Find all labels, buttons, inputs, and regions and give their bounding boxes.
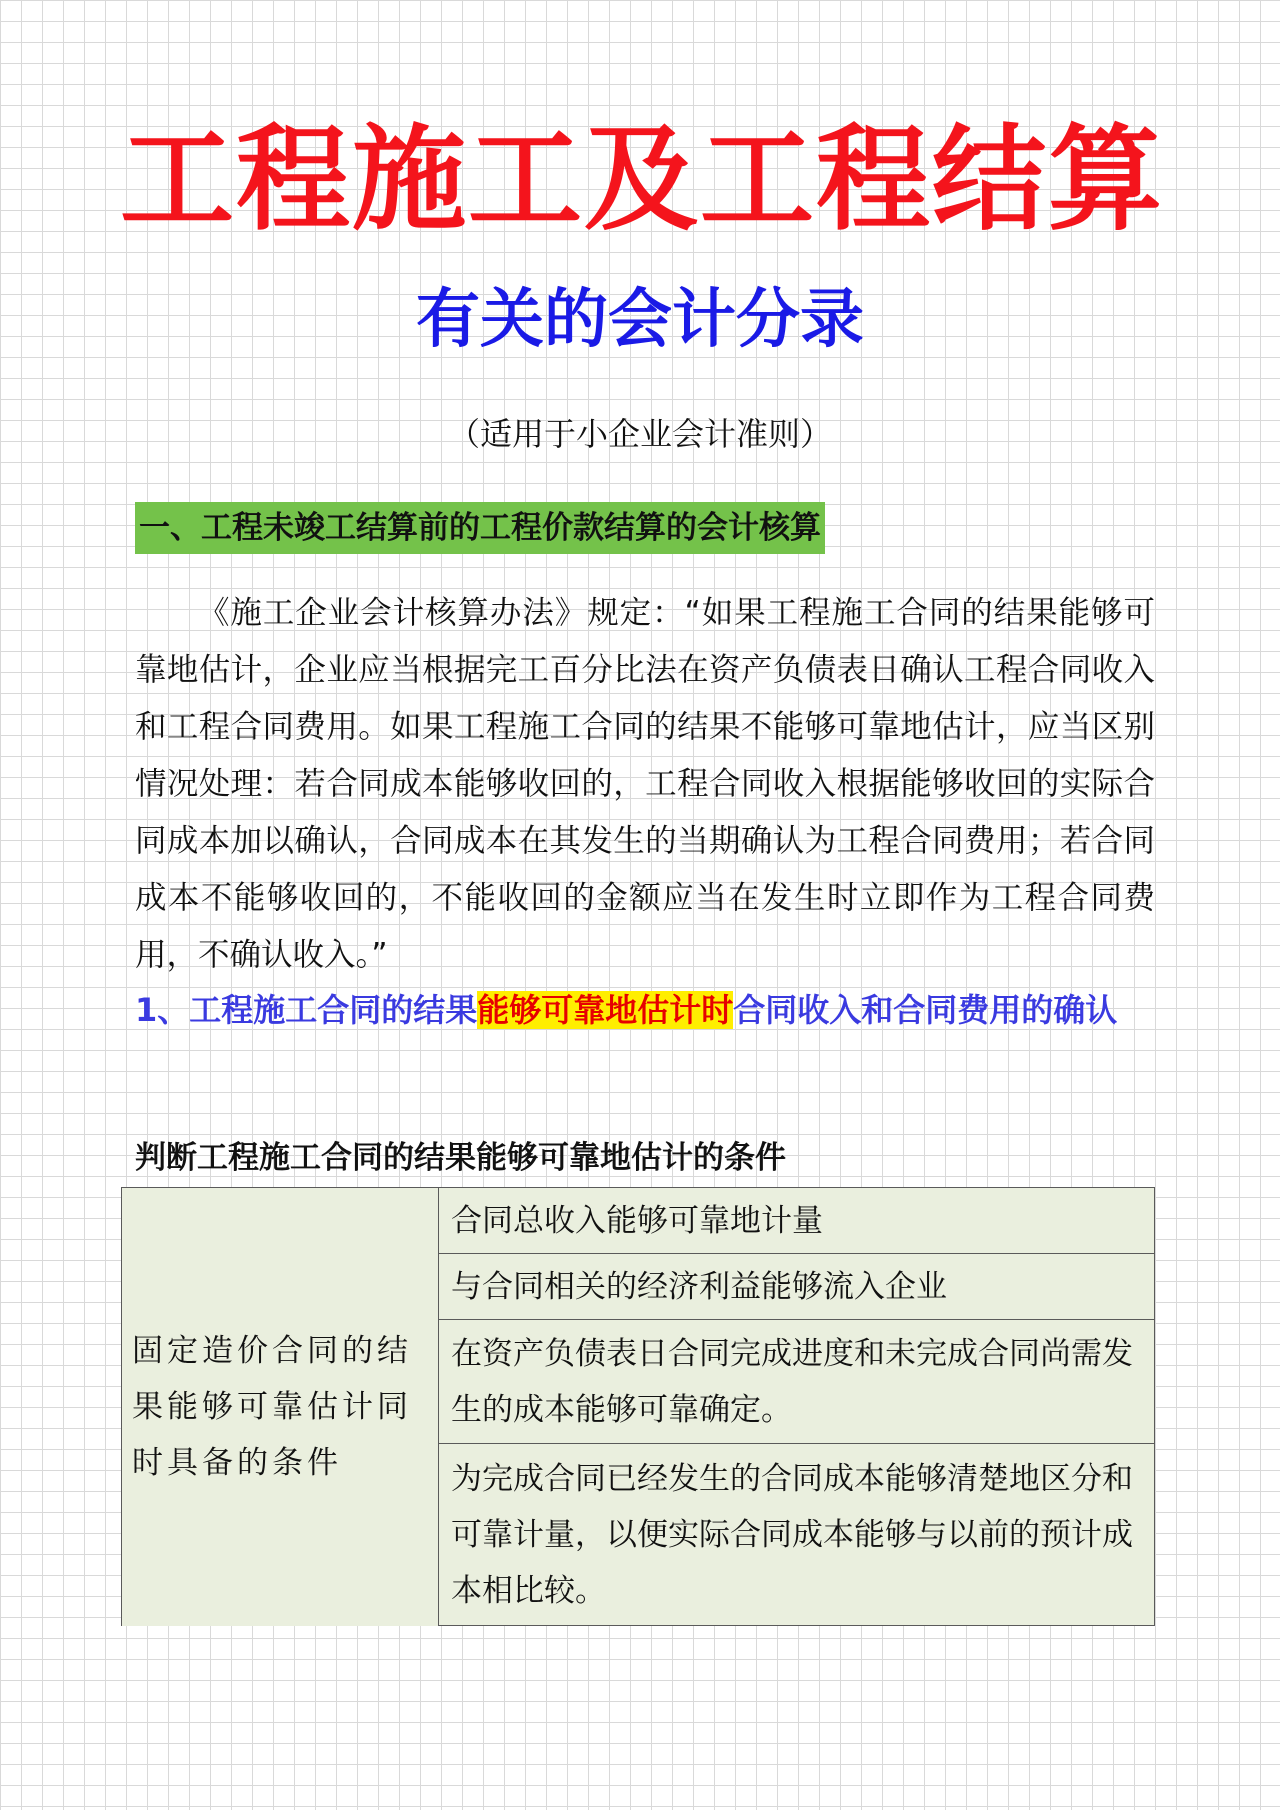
table-row	[122, 1188, 1155, 1254]
condition-cell-1: 合同总收入能够可靠地计量	[439, 1188, 1155, 1254]
point-heading-suffix: 合同收入和合同费用的确认	[733, 991, 1118, 1029]
regulation-paragraph: 《施工企业会计核算办法》规定：“如果工程施工合同的结果能够可靠地估计，企业应当根据完工百分比法在资产负债表日确认工程合同收入和工程合同费用。如果工程施工合同的结果不能够可靠地估计，应当区别情况处理：若合同成本能够收回的，工程合同收入根据能够收回的实际合同成本加以确认，合同成本在其发生的当期确认为工程合同费用；若合同成本不能够收回的，不能收回的金额应当在发生时立即作为工程合同费用，不确认收入。”	[135, 595, 1155, 973]
applicability-note: （适用于小企业会计准则）	[447, 415, 832, 453]
conditions-label-cell: 固定造价合同的结果能够可靠估计同时具备的条件	[122, 1188, 439, 1626]
subtitle-text: 有关的会计分录	[416, 283, 864, 357]
conditions-table	[121, 1187, 1155, 1626]
condition-cell-4: 为完成合同已经发生的合同成本能够清楚地区分和可靠计量，以便实际合同成本能够与以前的预计成本相比较。	[439, 1444, 1155, 1626]
condition-cell-3: 在资产负债表日合同完成进度和未完成合同尚需发生的成本能够可靠确定。	[439, 1320, 1155, 1444]
main-title: 工程施工及工程结算	[120, 113, 1165, 246]
point-heading-prefix: 1、工程施工合同的结果	[135, 991, 478, 1029]
condition-cell-2: 与合同相关的经济利益能够流入企业	[439, 1254, 1155, 1320]
point-heading	[135, 982, 1175, 1039]
section-heading: 一、工程未竣工结算前的工程价款结算的会计核算	[135, 502, 825, 554]
subtitle	[0, 280, 1280, 360]
point-heading-highlight: 能够可靠地估计时	[477, 991, 734, 1029]
table-caption: 判断工程施工合同的结果能够可靠地估计的条件	[135, 1140, 786, 1176]
